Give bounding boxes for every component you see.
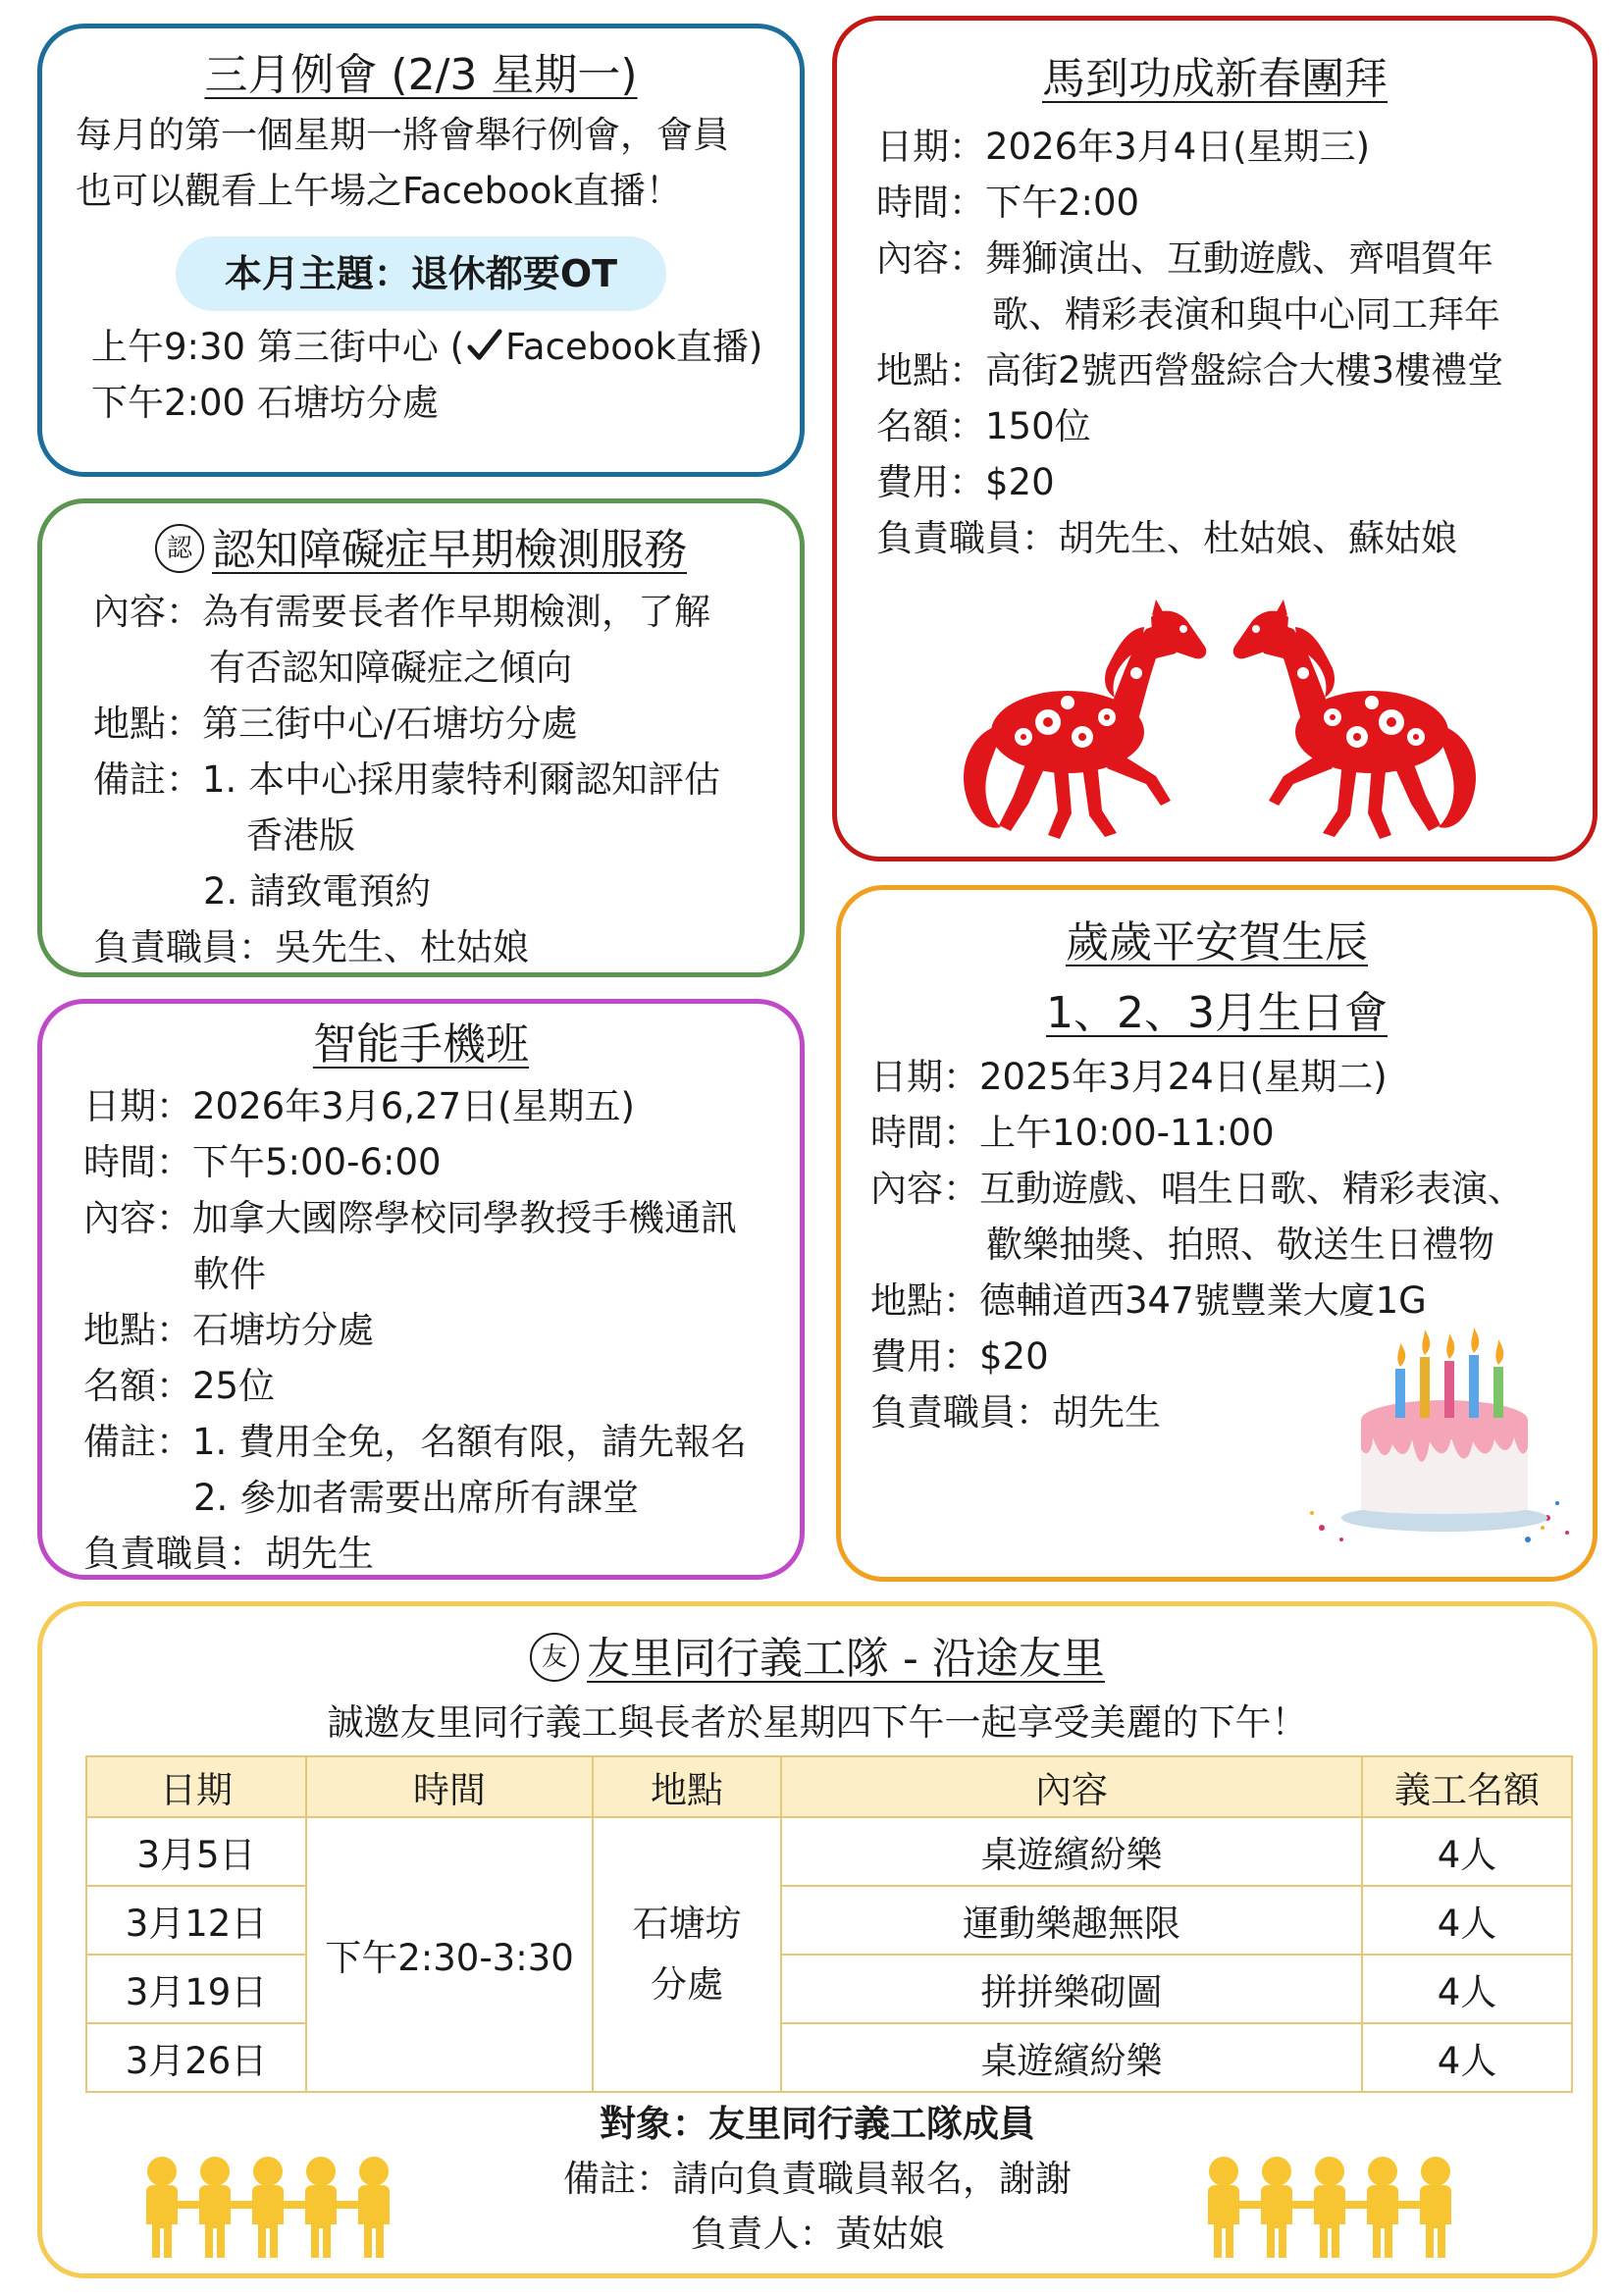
- volunteer-title: [42, 1630, 1593, 1689]
- detail-line: 地點：石塘坊分處: [83, 1309, 374, 1351]
- intro-line-1: 每月的第一個星期一將會舉行例會，會員: [76, 114, 729, 156]
- cell-content: 運動樂趣無限: [781, 1886, 1362, 1955]
- monthly-meeting-card: [37, 24, 805, 477]
- detail-line: 軟件: [193, 1253, 266, 1295]
- detail-line: 負責職員：胡先生: [870, 1391, 1161, 1434]
- new-year-details: [837, 119, 1593, 566]
- detail-line: 內容：加拿大國際學校同學教授手機通訊: [83, 1197, 737, 1239]
- detail-line: 備註：1. 費用全免，名額有限，請先報名: [83, 1421, 748, 1463]
- header-time: 時間: [306, 1756, 593, 1817]
- birthday-party-card: [836, 885, 1598, 1582]
- detail-line: 費用：$20: [870, 1335, 1049, 1378]
- detail-line: 內容：互動遊戲、唱生日歌、精彩表演、: [870, 1168, 1524, 1210]
- place-line-1: 石塘坊: [632, 1903, 742, 1945]
- birthday-cake-icon: [1302, 1322, 1587, 1547]
- detail-line: 日期：2025年3月24日(星期二): [870, 1056, 1388, 1098]
- session-morning-suffix: Facebook直播): [505, 326, 763, 368]
- detail-line: 時間：下午2:00: [876, 182, 1140, 224]
- cell-quota: 4人: [1362, 1817, 1572, 1886]
- detail-line: 歌、精彩表演和與中心同工拜年: [992, 293, 1500, 336]
- monthly-meeting-title: 三月例會 (2/3 星期一): [204, 50, 638, 100]
- detail-line: 名額：25位: [83, 1365, 276, 1407]
- detail-line: 歡樂抽獎、拍照、敬送生日禮物: [986, 1224, 1494, 1266]
- cell-date: 3月5日: [86, 1817, 306, 1886]
- intro-line-2: 也可以觀看上午場之Facebook直播！: [76, 170, 682, 212]
- monthly-meeting-intro: [42, 107, 800, 219]
- cell-quota: 4人: [1362, 1955, 1572, 2023]
- cell-time: 下午2:30-3:30: [306, 1817, 593, 2092]
- detail-line: 備註：1. 本中心採用蒙特利爾認知評估: [93, 758, 721, 801]
- detail-line: 名額：150位: [876, 405, 1091, 447]
- detail-line: 2. 請致電預約: [203, 870, 432, 913]
- cell-content: 桌遊繽紛樂: [781, 1817, 1362, 1886]
- detail-line: 內容：為有需要長者作早期檢測，了解: [93, 591, 710, 633]
- monthly-theme-badge: 本月主題：退休都要OT: [176, 236, 666, 311]
- detail-line: 負責職員：胡先生、杜姑娘、蘇姑娘: [876, 517, 1457, 559]
- dementia-badge-icon: 認: [155, 524, 204, 573]
- cell-place: [593, 1817, 781, 2092]
- cell-content: 拼拼樂砌圖: [781, 1955, 1362, 2023]
- detail-line: 有否認知障礙症之傾向: [209, 647, 572, 689]
- detail-line: 費用：$20: [876, 461, 1055, 503]
- volunteer-contact: 負責人：黃姑娘: [690, 2213, 945, 2255]
- session-afternoon: 下午2:00 石塘坊分處: [91, 382, 439, 424]
- detail-line: 日期：2026年3月6,27日(星期五): [83, 1085, 635, 1127]
- new-year-gathering-card: [832, 16, 1598, 861]
- volunteer-schedule-table: [85, 1755, 1573, 2093]
- people-group-icon: [1200, 2156, 1494, 2264]
- horse-papercut-icon: [960, 600, 1480, 845]
- header-date: 日期: [86, 1756, 306, 1817]
- dementia-title-text: 認知障礙症早期檢測服務: [212, 525, 687, 575]
- detail-line: 負責職員：吳先生、杜姑娘: [93, 926, 529, 968]
- smartphone-class-title: 智能手機班: [313, 1019, 529, 1070]
- session-morning: [42, 319, 800, 375]
- header-content: 內容: [781, 1756, 1362, 1817]
- volunteer-title-text: 友里同行義工隊 - 沿途友里: [587, 1634, 1105, 1684]
- dementia-details: [42, 584, 800, 975]
- check-icon: [466, 327, 503, 364]
- cell-content: 桌遊繽紛樂: [781, 2023, 1362, 2092]
- volunteer-target: [42, 2097, 1593, 2152]
- birthday-title-2: 1、2、3月生日會: [1046, 988, 1388, 1038]
- detail-line: 2. 參加者需要出席所有課堂: [193, 1477, 640, 1519]
- people-group-icon: [138, 2156, 433, 2264]
- target-text: 對象：友里同行義工隊成員: [600, 2103, 1035, 2145]
- detail-line: 地點：第三街中心/石塘坊分處: [93, 703, 578, 745]
- cell-date: 3月19日: [86, 1955, 306, 2023]
- smartphone-class-details: [42, 1078, 800, 1582]
- cell-quota: 4人: [1362, 2023, 1572, 2092]
- volunteer-note: 備註：請向負責職員報名，謝謝: [563, 2158, 1072, 2200]
- session-morning-text: 上午9:30 第三街中心 (: [91, 326, 465, 368]
- detail-line: 日期：2026年3月4日(星期三): [876, 126, 1371, 168]
- detail-line: 地點：德輔道西347號豐業大廈1G: [870, 1279, 1427, 1322]
- volunteer-invite: 誠邀友里同行義工與長者於星期四下午一起享受美麗的下午！: [327, 1701, 1308, 1744]
- cell-quota: 4人: [1362, 1886, 1572, 1955]
- smartphone-class-card: [37, 999, 805, 1580]
- cell-date: 3月26日: [86, 2023, 306, 2092]
- volunteer-badge-icon: 友: [530, 1633, 579, 1682]
- dementia-screening-card: [37, 498, 805, 977]
- detail-line: 地點：高街2號西營盤綜合大樓3樓禮堂: [876, 349, 1504, 391]
- detail-line: 負責職員：胡先生: [83, 1533, 374, 1575]
- header-place: 地點: [593, 1756, 781, 1817]
- cell-date: 3月12日: [86, 1886, 306, 1955]
- volunteer-team-card: [37, 1601, 1598, 2278]
- dementia-title: [42, 521, 800, 580]
- detail-line: 內容：舞獅演出、互動遊戲、齊唱賀年: [876, 237, 1493, 280]
- table-row: [86, 1817, 1572, 1886]
- birthday-title-1: 歲歲平安賀生辰: [1066, 917, 1368, 967]
- place-line-2: 分處: [651, 1963, 723, 2006]
- table-header-row: [86, 1756, 1572, 1817]
- detail-line: 香港版: [246, 814, 355, 857]
- detail-line: 時間：下午5:00-6:00: [83, 1141, 442, 1183]
- header-quota: 義工名額: [1362, 1756, 1572, 1817]
- new-year-title: 馬到功成新春團拜: [1042, 54, 1388, 104]
- detail-line: 時間：上午10:00-11:00: [870, 1112, 1275, 1154]
